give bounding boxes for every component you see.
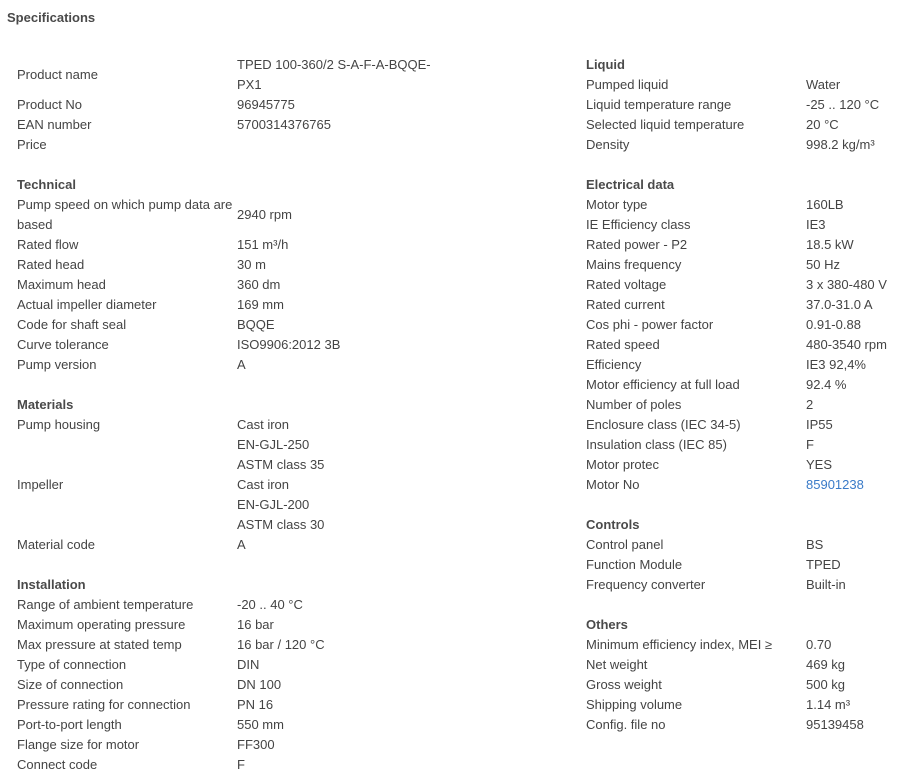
spec-row	[17, 195, 447, 235]
spec-value: -25 .. 120 °C	[806, 97, 880, 112]
spec-label: Motor No	[586, 477, 640, 492]
spec-label: Size of connection	[17, 677, 124, 692]
spec-label: Minimum efficiency index, MEI ≥	[586, 637, 773, 652]
section-title-controls: Controls	[586, 517, 640, 532]
spec-value: IE3	[806, 217, 826, 232]
spec-value: DN 100	[237, 677, 282, 692]
spec-row	[586, 315, 901, 335]
spec-label: Liquid temperature range	[586, 97, 732, 112]
spec-value: 169 mm	[237, 297, 284, 312]
spec-label: Rated flow	[17, 237, 79, 252]
spec-value: 16 bar / 120 °C	[237, 637, 325, 652]
spec-row	[586, 715, 901, 735]
spec-row	[586, 235, 901, 255]
spec-row	[17, 415, 447, 475]
spec-value: BQQE	[237, 317, 275, 332]
spec-value: 2	[806, 397, 814, 412]
spec-value-line: TPED 100-360/2 S-A-F-A-BQQE-	[237, 57, 431, 72]
spec-row	[586, 675, 901, 695]
section-title-installation: Installation	[17, 577, 86, 592]
spec-label: Motor protec	[586, 457, 659, 472]
spec-label	[17, 195, 237, 235]
spec-label: Range of ambient temperature	[17, 597, 194, 612]
spec-row	[17, 315, 447, 335]
spec-value: 360 dm	[237, 277, 281, 292]
spec-label: Product No	[17, 97, 83, 112]
spec-label: Actual impeller diameter	[17, 297, 157, 312]
spec-value: 480-3540 rpm	[806, 337, 887, 352]
spec-value: IP55	[806, 417, 833, 432]
spec-row	[586, 435, 901, 455]
spec-value: 96945775	[237, 97, 295, 112]
spec-value: 20 °C	[806, 117, 839, 132]
spec-value-line: ASTM class 30	[237, 517, 325, 532]
spec-row	[17, 615, 447, 635]
spec-row	[17, 695, 447, 715]
spec-label: Function Module	[586, 557, 683, 572]
spec-row	[586, 335, 901, 355]
spec-value-line: ASTM class 35	[237, 457, 325, 472]
spec-value-line: Cast iron	[237, 477, 290, 492]
spec-value: 0.70	[806, 637, 832, 652]
spec-label: Config. file no	[586, 717, 666, 732]
spec-label: Flange size for motor	[17, 737, 140, 752]
spec-value: 5700314376765	[237, 117, 331, 132]
spec-value: 92.4 %	[806, 377, 847, 392]
spec-value: 3 x 380-480 V	[806, 277, 887, 292]
spec-label: Pumped liquid	[586, 77, 669, 92]
spec-value: FF300	[237, 737, 275, 752]
spec-label: Max pressure at stated temp	[17, 637, 182, 652]
spec-value	[237, 135, 437, 155]
spec-value: 500 kg	[806, 677, 846, 692]
spec-value-line: PX1	[237, 77, 262, 92]
spec-label: IE Efficiency class	[586, 217, 691, 232]
spec-value: 469 kg	[806, 657, 846, 672]
spec-label: Pump housing	[17, 417, 101, 432]
spec-label-line: based	[17, 217, 53, 232]
spec-row	[586, 75, 901, 95]
spec-label: Motor type	[586, 197, 648, 212]
spec-row-product-no	[17, 95, 447, 115]
spec-row	[17, 235, 447, 255]
spec-row	[586, 95, 901, 115]
spec-label: Product name	[17, 67, 98, 82]
spec-label: Density	[586, 137, 630, 152]
spec-value: IE3 92,4%	[806, 357, 866, 372]
spec-value: BS	[806, 537, 824, 552]
spec-row	[586, 695, 901, 715]
spec-row	[17, 275, 447, 295]
spec-label: Maximum head	[17, 277, 106, 292]
spec-label: Enclosure class (IEC 34-5)	[586, 417, 741, 432]
spec-value: 30 m	[237, 257, 266, 272]
spec-value	[237, 475, 437, 535]
spec-value-line: Cast iron	[237, 417, 290, 432]
spec-label: Shipping volume	[586, 697, 683, 712]
spec-row	[586, 535, 901, 555]
spec-label: Mains frequency	[586, 257, 682, 272]
section-title-technical: Technical	[17, 177, 77, 192]
spec-row	[586, 575, 901, 595]
spec-value: Built-in	[806, 577, 846, 592]
spec-value: 16 bar	[237, 617, 274, 632]
spec-row	[17, 715, 447, 735]
spec-value: ISO9906:2012 3B	[237, 337, 341, 352]
spec-label: Selected liquid temperature	[586, 117, 745, 132]
spec-label: Impeller	[17, 477, 64, 492]
spec-value: YES	[806, 457, 833, 472]
spec-label: Rated current	[586, 297, 665, 312]
spec-value: 2940 rpm	[237, 207, 292, 222]
spec-label: Port-to-port length	[17, 717, 122, 732]
spec-label: Type of connection	[17, 657, 127, 672]
spec-label: Rated head	[17, 257, 85, 272]
spec-label: Maximum operating pressure	[17, 617, 186, 632]
spec-label: Motor efficiency at full load	[586, 377, 740, 392]
spec-row	[586, 275, 901, 295]
spec-row	[17, 255, 447, 275]
spec-row	[586, 415, 901, 435]
spec-row	[17, 635, 447, 655]
spec-value: TPED	[806, 557, 841, 572]
spec-value: 1.14 m³	[806, 697, 851, 712]
spec-row	[17, 675, 447, 695]
spec-row	[586, 115, 901, 135]
spec-value: 998.2 kg/m³	[806, 137, 875, 152]
spec-row	[586, 215, 901, 235]
spec-row	[17, 475, 447, 535]
spec-label: Cos phi - power factor	[586, 317, 714, 332]
specs-right-column	[586, 55, 901, 735]
spec-label-line: Pump speed on which pump data are	[17, 197, 233, 212]
spec-label: Code for shaft seal	[17, 317, 127, 332]
spec-value-line: EN-GJL-200	[237, 497, 310, 512]
spec-row	[17, 335, 447, 355]
spec-row	[586, 635, 901, 655]
section-title-electrical: Electrical data	[586, 177, 675, 192]
spec-value: F	[806, 437, 814, 452]
spec-value: 37.0-31.0 A	[806, 297, 873, 312]
spec-label: Material code	[17, 537, 96, 552]
spec-row	[586, 195, 901, 215]
spec-row-ean	[17, 115, 447, 135]
spec-row-price	[17, 135, 447, 155]
spec-row	[17, 735, 447, 755]
spec-row	[586, 255, 901, 275]
spec-row	[586, 355, 901, 375]
spec-value: 50 Hz	[806, 257, 840, 272]
spec-label: Price	[17, 137, 47, 152]
spec-label: Connect code	[17, 757, 98, 772]
spec-label: Rated power - P2	[586, 237, 688, 252]
spec-value: 18.5 kW	[806, 237, 854, 252]
spec-row	[586, 455, 901, 475]
spec-row-product-name	[17, 55, 447, 95]
spec-value: F	[237, 757, 245, 772]
page-title: Specifications	[7, 10, 96, 25]
spec-value: 95139458	[806, 717, 864, 732]
spec-value: 160LB	[806, 197, 844, 212]
spec-row	[586, 655, 901, 675]
spec-value	[237, 55, 437, 95]
spec-row	[17, 355, 447, 375]
spec-row	[17, 535, 447, 555]
spec-row	[17, 655, 447, 675]
spec-label: Frequency converter	[586, 577, 706, 592]
spec-label: Pressure rating for connection	[17, 697, 191, 712]
spec-value: A	[237, 537, 246, 552]
spec-label: Efficiency	[586, 357, 642, 372]
spec-value: 151 m³/h	[237, 237, 289, 252]
spec-value: 550 mm	[237, 717, 284, 732]
spec-value: A	[237, 357, 246, 372]
section-title-materials: Materials	[17, 397, 74, 412]
spec-label: Pump version	[17, 357, 97, 372]
specs-left-column	[17, 55, 447, 775]
spec-row	[586, 375, 901, 395]
spec-label: Insulation class (IEC 85)	[586, 437, 727, 452]
spec-row	[17, 295, 447, 315]
spec-row	[586, 475, 901, 495]
spec-row	[586, 395, 901, 415]
spec-row	[586, 295, 901, 315]
motor-no-link[interactable]: 85901238	[806, 477, 864, 492]
spec-label: EAN number	[17, 117, 92, 132]
spec-value: -20 .. 40 °C	[237, 597, 303, 612]
spec-label: Net weight	[586, 657, 648, 672]
spec-label: Gross weight	[586, 677, 662, 692]
spec-row	[17, 755, 447, 775]
spec-row	[586, 135, 901, 155]
spec-label: Curve tolerance	[17, 337, 109, 352]
spec-row	[17, 595, 447, 615]
spec-value: PN 16	[237, 697, 274, 712]
spec-label: Rated voltage	[586, 277, 667, 292]
spec-value: Water	[806, 77, 841, 92]
spec-value-line: EN-GJL-250	[237, 437, 310, 452]
spec-value: 0.91-0.88	[806, 317, 861, 332]
section-title-others: Others	[586, 617, 628, 632]
section-title-liquid: Liquid	[586, 57, 625, 72]
spec-label: Rated speed	[586, 337, 660, 352]
spec-value	[237, 415, 437, 475]
spec-row	[586, 555, 901, 575]
spec-label: Number of poles	[586, 397, 682, 412]
spec-value: DIN	[237, 657, 260, 672]
spec-label: Control panel	[586, 537, 664, 552]
